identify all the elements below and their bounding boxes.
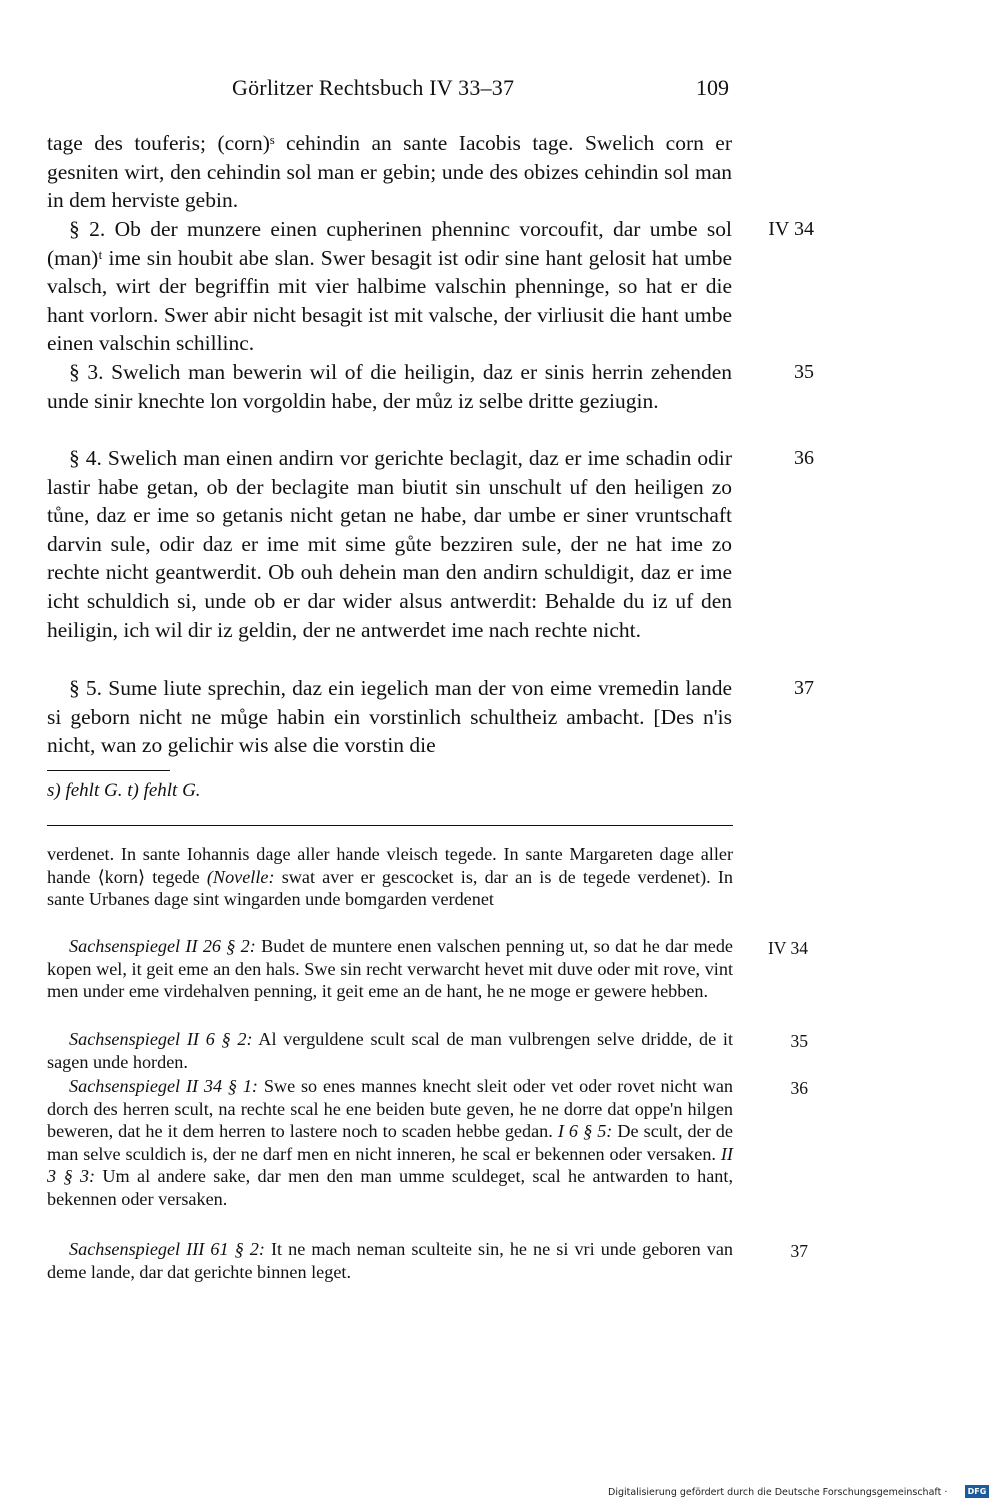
- margin-number: 37: [794, 677, 814, 699]
- note-5: [47, 1238, 733, 1283]
- main-text-p2: [47, 215, 732, 358]
- main-text-p5: [47, 674, 732, 760]
- note-paragraph: verdenet. In sante Iohannis dage aller hande vleisch tegede. In sante Margareten dage aller hande ⟨korn⟩ tegede (Novelle: swat aver er gescocket is, dar an is de tegede verdenet). In sante Urbanes dage sint wingarden unde bomgarden verdenet: [47, 844, 733, 910]
- margin-number: 35: [794, 361, 814, 383]
- paragraph: § 3. Swelich man bewerin wil of die heiligin, daz er sinis herrin zehenden unde sinir knechte lon vorgoldin habe, der můz iz selbe dritte geziugin.: [47, 360, 732, 413]
- note-paragraph: Sachsenspiegel III 61 § 2: It ne mach neman sculteite sin, he ne si vri unde geboren van deme lande, dar dat gerichte binnen leget.: [47, 1239, 734, 1282]
- note-margin-number: 35: [790, 1031, 808, 1051]
- dfg-logo: DFG: [965, 1485, 989, 1498]
- note-4: [47, 1075, 733, 1211]
- textual-apparatus: s) fehlt G. t) fehlt G.: [47, 780, 201, 801]
- note-paragraph: Sachsenspiegel II 26 § 2: Budet de muntere enen valschen penning ut, so dat he dar mede kopen wel, it geit eme an den hals. Swe sin recht verwarcht hevet mit duve oder mit rove, vint men under eme virdehalven penning, it geit eme an de hant, he ne moge er gewere hebben.: [47, 936, 733, 1002]
- digitization-credit: Digitalisierung gefördert durch die Deutsche Forschungsgemeinschaft ·: [608, 1487, 948, 1498]
- note-3: [47, 1028, 733, 1073]
- main-text-p3: [47, 358, 732, 415]
- note-2: [47, 935, 733, 1003]
- note-paragraph: Sachsenspiegel II 6 § 2: Al verguldene scult scal de man vulbrengen selve dridde, de it sagen unde horden.: [47, 1029, 733, 1072]
- paragraph: § 4. Swelich man einen andirn vor gerichte beclagit, daz er ime schadin odir lastir habe getan, ob der beclagite man biutit sin unschult uf den heiligen zo tůne, daz er ime so getanis nicht getan ne habe, dar umbe er siner vruntschaft darvin sule, odir daz er ime mit sime gůte bezziren sule, der ne hat ime zo rechte nicht geantwerdit. Ob ouh dehein man den andirn schuldigit, daz er ime icht schuldich si, unde ob er dar wider alsus antwerdit: Behalde du iz uf den heiligin, ich wil dir iz geldin, der ne antwerdet ime nach rechte nicht.: [47, 446, 732, 642]
- page-number: 109: [696, 75, 729, 100]
- margin-number: IV 34: [768, 218, 814, 240]
- main-text-p1: [47, 129, 732, 215]
- commentary-rule: [47, 825, 733, 826]
- main-text-p4: [47, 444, 732, 644]
- paragraph: § 5. Sume liute sprechin, daz ein iegelich man der von eime vremedin lande si geborn nicht ne můge habin ein vorstinlich schultheiz ambacht. [Des n'is nicht, wan zo gelichir wis alse die vorstin die: [47, 676, 732, 758]
- margin-number: 36: [794, 447, 814, 469]
- note-margin-number: 37: [790, 1241, 808, 1261]
- running-title: Görlitzer Rechtsbuch IV 33–37: [232, 75, 515, 100]
- note-paragraph: Sachsenspiegel II 34 § 1: Swe so enes mannes knecht sleit oder vet oder rovet nicht wan dorch des herren scult, na rechte scal he ene beiden bute geven, he ne dorre dat oppe'n hilgen beweren, dat he it dem herren to lastere noch to scaden hebbe gedan. I 6 § 5: De scult, der de man selve sculdich is, der ne darf men en nicht inneren, he scal er bekennen oder versaken. II 3 § 3: Um al andere sake, dar men den man umme sculdeget, scal he antwarden to hant, bekennen oder versaken.: [47, 1076, 733, 1209]
- paragraph: tage des touferis; (corn)ˢ cehindin an sante Iacobis tage. Swelich corn er gesniten wirt, den cehindin sol man er gebin; unde des obizes cehindin sol man in dem herviste gebin.: [47, 131, 732, 213]
- footnote-rule: [47, 770, 170, 771]
- note-1: [47, 843, 733, 911]
- note-margin-number: IV 34: [767, 938, 808, 958]
- running-head: [0, 75, 1000, 105]
- paragraph: § 2. Ob der munzere einen cupherinen phenninc vorcoufit, dar umbe sol (man)ᵗ ime sin houbit abe slan. Swer besagit ist odir sine hant gelosit hat umbe valsch, wirt der begriffin mit vier halbime valschin phenninge, so hat er die hant vorlorn. Swer abir nicht besagit ist mit valsche, der virliusit die hant umbe einen valschin schillinc.: [47, 217, 732, 356]
- note-margin-number: 36: [790, 1078, 808, 1098]
